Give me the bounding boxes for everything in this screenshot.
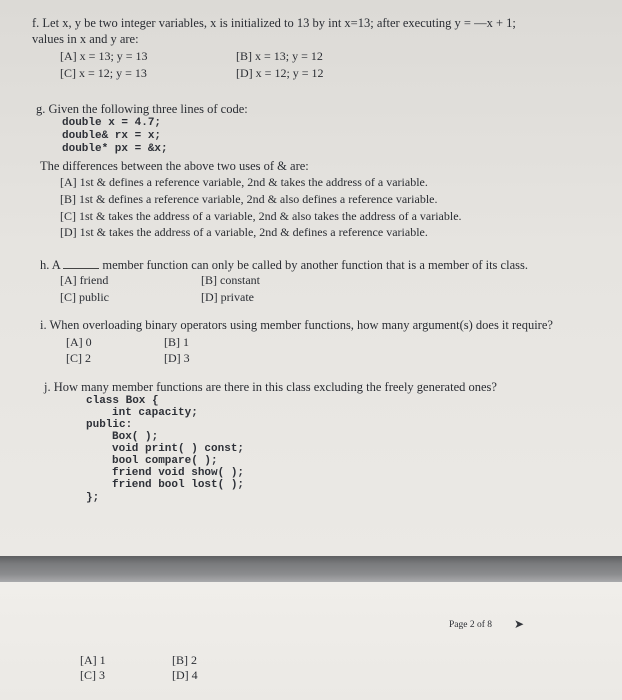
option-text: 1st & takes the address of a variable, 2nd & defines a reference variable. [79, 225, 428, 239]
question-f-option-b [236, 50, 323, 63]
answer-blank [63, 258, 99, 269]
question-g-code-line1: double x = 4.7; [62, 117, 162, 129]
option-text: constant [220, 273, 260, 287]
question-f-stem-line1: f. Let x, y be two integer variables, x is initialized to 13 by int x=13; after executing y = —x + 1; [32, 16, 516, 30]
question-j-option-b [172, 654, 197, 667]
question-i-option-a [66, 336, 92, 349]
option-letter: [D] [236, 66, 253, 80]
option-text: 3 [99, 668, 105, 682]
paper-sheet-bottom [0, 582, 622, 700]
question-j-code-line2: int capacity; [112, 407, 198, 419]
option-letter: [D] [172, 668, 189, 682]
option-text: 2 [85, 351, 91, 365]
option-letter: [A] [80, 653, 97, 667]
option-letter: [C] [60, 290, 76, 304]
question-g-option-c [60, 210, 462, 223]
question-g-option-b [60, 193, 437, 206]
option-letter: [A] [60, 175, 77, 189]
question-j-option-a [80, 654, 106, 667]
option-letter: [C] [60, 209, 76, 223]
option-letter: [D] [201, 290, 218, 304]
option-text: x = 12; y = 12 [255, 66, 324, 80]
option-letter: [A] [66, 335, 83, 349]
page-gap-shadow [0, 556, 622, 582]
question-h-prefix: h. A [40, 258, 61, 272]
question-i-stem: i. When overloading binary operators using member functions, how many argument(s) does it require? [40, 318, 553, 332]
option-letter: [B] [236, 49, 252, 63]
option-text: public [79, 290, 109, 304]
option-letter: [A] [60, 49, 77, 63]
option-text: private [220, 290, 254, 304]
question-g-prompt: The differences between the above two uses of & are: [40, 159, 309, 173]
option-text: 1st & defines a reference variable, 2nd & takes the address of a variable. [79, 175, 428, 189]
question-h-option-d [201, 291, 254, 304]
question-g-option-d [60, 226, 428, 239]
page-indicator: Page 2 of 8 [449, 620, 493, 630]
question-h-suffix: member function can only be called by another function that is a member of its class. [102, 258, 528, 272]
question-f-option-c [60, 67, 147, 80]
question-h-option-a [60, 274, 108, 287]
question-h-option-c [60, 291, 109, 304]
option-text: x = 13; y = 13 [79, 49, 148, 63]
question-h-stem [40, 258, 528, 272]
question-g-option-a [60, 176, 428, 189]
option-letter: [B] [60, 192, 76, 206]
option-text: friend [79, 273, 109, 287]
question-i-option-b [164, 336, 189, 349]
question-g-code-line2: double& rx = x; [62, 130, 162, 142]
option-text: 1st & takes the address of a variable, 2nd & also takes the address of a variable. [79, 209, 462, 223]
question-j-stem: j. How many member functions are there in this class excluding the freely generated ones? [44, 380, 497, 394]
option-text: x = 13; y = 12 [255, 49, 323, 63]
question-j-code-line5: void print( ) const; [112, 443, 245, 455]
question-h-option-b [201, 274, 260, 287]
option-text: 4 [191, 668, 198, 682]
option-text: 1st & defines a reference variable, 2nd & also defines a reference variable. [79, 192, 438, 206]
question-f-stem-line2: values in x and y are: [32, 32, 139, 46]
question-g-stem: g. Given the following three lines of code: [36, 102, 248, 116]
option-text: x = 12; y = 13 [79, 66, 147, 80]
question-f-option-a [60, 50, 148, 63]
question-j-option-c [80, 669, 105, 682]
option-letter: [C] [60, 66, 76, 80]
question-j-code-line8: friend bool lost( ); [112, 479, 245, 491]
option-letter: [D] [164, 351, 181, 365]
option-text: 3 [183, 351, 190, 365]
option-letter: [B] [172, 653, 188, 667]
option-letter: [C] [80, 668, 96, 682]
option-text: 1 [183, 335, 189, 349]
question-j-code-line6: bool compare( ); [112, 455, 218, 467]
option-letter: [B] [201, 273, 217, 287]
option-text: 0 [85, 335, 92, 349]
option-letter: [A] [60, 273, 77, 287]
question-i-option-d [164, 352, 190, 365]
option-letter: [D] [60, 225, 77, 239]
option-letter: [C] [66, 351, 82, 365]
question-j-code-line9: }; [86, 492, 100, 504]
question-j-code-line7: friend void show( ); [112, 467, 245, 479]
question-i-option-c [66, 352, 91, 365]
option-letter: [B] [164, 335, 180, 349]
cursor-arrow-icon: ➤ [514, 617, 525, 631]
question-j-code-line3: public: [86, 419, 133, 431]
question-j-code-line1: class Box { [86, 395, 159, 407]
question-j-option-d [172, 669, 198, 682]
question-j-code-line4: Box( ); [112, 431, 159, 443]
question-g-code-line3: double* px = &x; [62, 143, 168, 155]
question-f-option-d [236, 67, 324, 80]
option-text: 2 [191, 653, 197, 667]
option-text: 1 [99, 653, 106, 667]
